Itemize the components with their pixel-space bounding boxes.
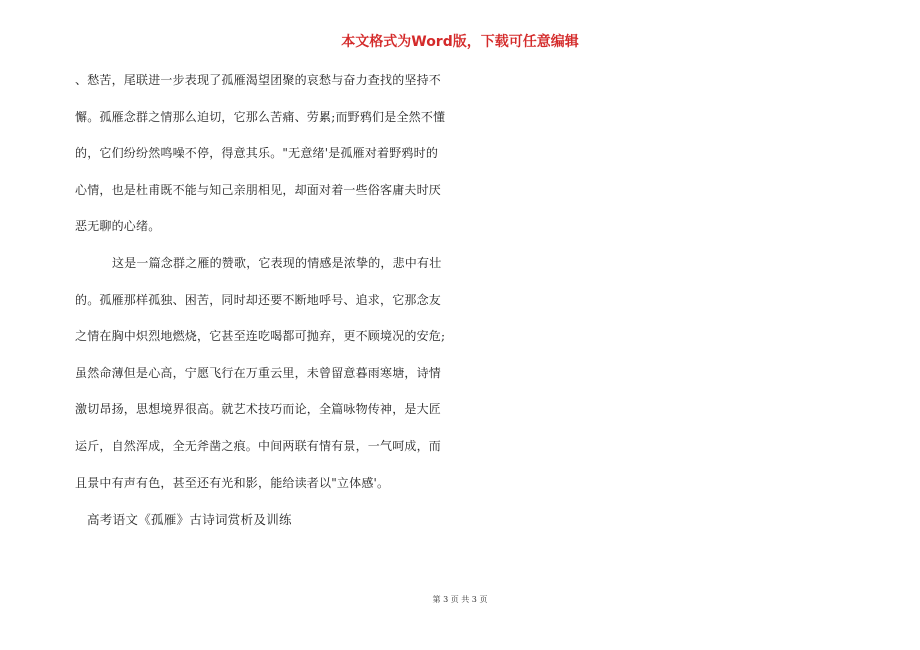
body-line: 的。孤雁那样孤独、困苦，同时却还要不断地呼号、追求，它那念友 <box>75 292 442 307</box>
header-banner: 本文格式为Word版，下载可任意编辑 <box>341 34 579 50</box>
body-line: 且景中有声有色，甚至还有光和影，能给读者以"立体感'。 <box>75 475 390 490</box>
body-text <box>75 72 460 511</box>
next-section-title: 高考语文《孤雁》古诗词赏析及训练 <box>87 512 292 527</box>
body-line: 懈。孤雁念群之情那么迫切，它那么苦痛、劳累;而野鸦们是全然不懂 <box>75 109 446 124</box>
body-line: 的，它们纷纷然鸣噪不停，得意其乐。"无意绪'是孤雁对着野鸦时的 <box>75 146 439 161</box>
paragraph-start-line: 这是一篇念群之雁的赞歌，它表现的情感是浓挚的，悲中有壮 <box>112 255 442 270</box>
body-line: 之情在胸中炽烈地燃烧，它甚至连吃喝都可抛弃，更不顾境况的安危; <box>75 329 446 344</box>
body-line: 运斤，自然浑成，全无斧凿之痕。中间两联有情有景，一气呵成，而 <box>75 438 442 453</box>
body-line: 虽然命薄但是心高，宁愿飞行在万重云里，未曾留意暮雨寒塘，诗情 <box>75 365 442 380</box>
body-line: 、愁苦，尾联进一步表现了孤雁渴望团聚的哀愁与奋力查找的坚持不 <box>75 73 442 87</box>
body-line: 激切昂扬，思想境界很高。就艺术技巧而论，全篇咏物传神，是大匠 <box>75 402 442 417</box>
page-number: 第 3 页 共 3 页 <box>432 595 488 604</box>
body-line: 心情，也是杜甫既不能与知己亲朋相见，却面对着一些俗客庸夫时厌 <box>75 182 442 197</box>
body-line: 恶无聊的心绪。 <box>75 219 161 234</box>
